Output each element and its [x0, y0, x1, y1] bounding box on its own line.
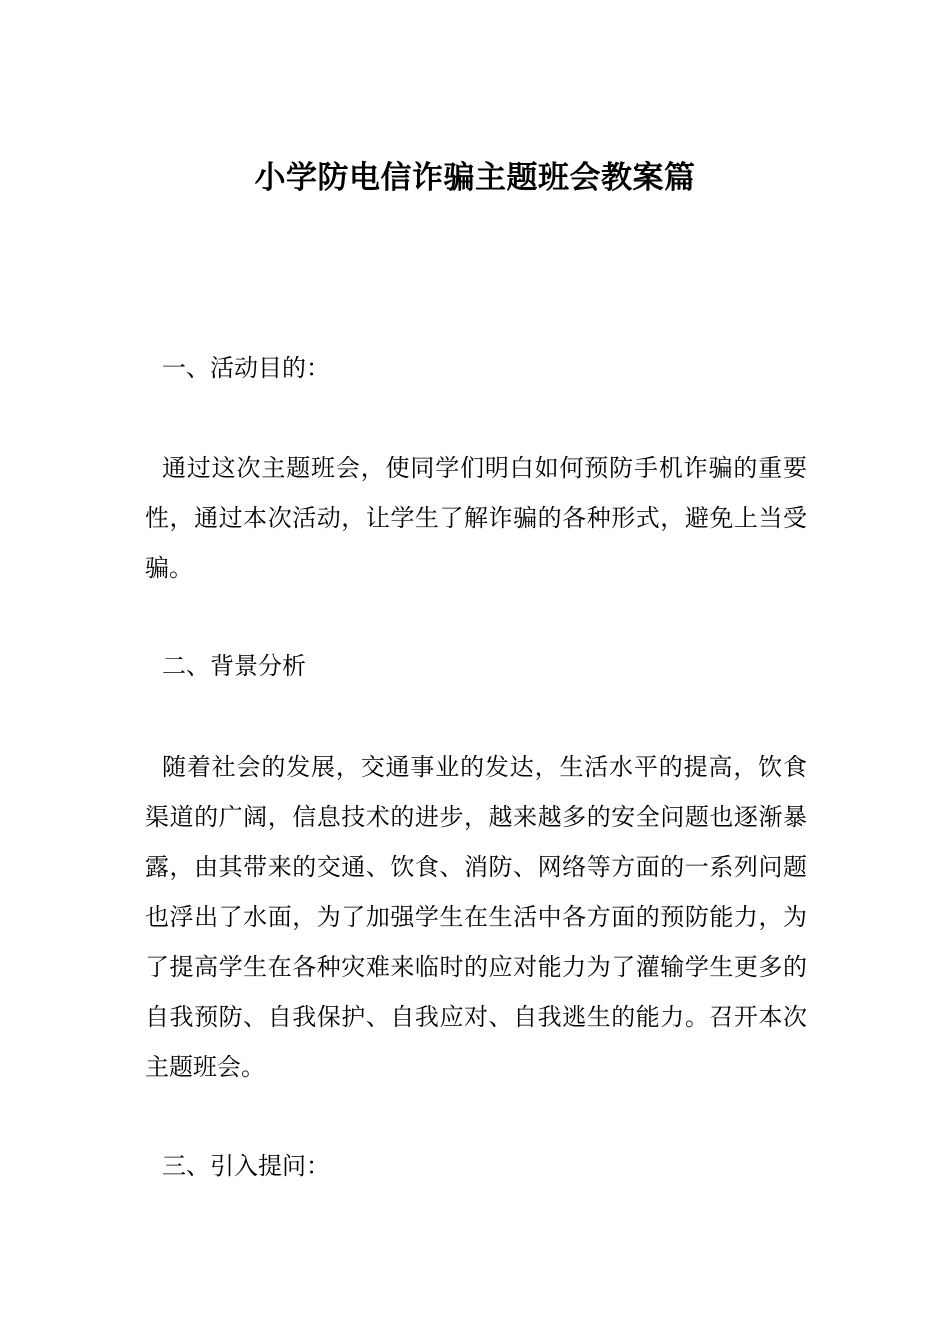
section-body-background: 随着社会的发展，交通事业的发达，生活水平的提高，饮食渠道的广阔，信息技术的进步，越来越多的安全问题也逐渐暴露，由其带来的交通、饮食、消防、网络等方面的一系列问题也浮出了水面，为了加强学生在生活中各方面的预防能力，为了提高学生在各种灾难来临时的应对能力为了灌输学生更多的自我预防、自我保护、自我应对、自我逃生的能力。召开本次主题班会。 [145, 753, 807, 1081]
section-heading-questions: 三、引入提问： [162, 1152, 330, 1180]
section-body-purpose: 通过这次主题班会，使同学们明白如何预防手机诈骗的重要性，通过本次活动，让学生了解诈骗的各种形式，避免上当受骗。 [145, 454, 807, 582]
document-title: 小学防电信诈骗主题班会教案篇 [254, 160, 696, 196]
section-heading-purpose: 一、活动目的： [162, 354, 330, 382]
section-heading-background: 二、背景分析 [162, 652, 306, 680]
